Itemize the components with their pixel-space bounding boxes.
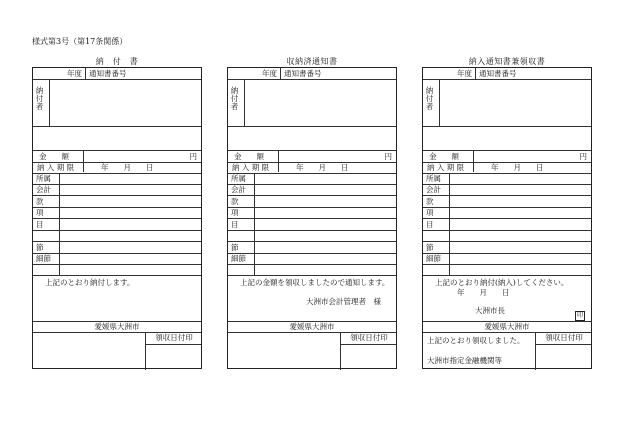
account-row-label: 所属 [231, 174, 246, 183]
payer-label: 納付者 [425, 86, 434, 111]
account-row-label: 細節 [36, 254, 51, 263]
nendo-label: 年度 [457, 69, 472, 78]
footer-header: 愛媛県大洲市 [484, 322, 530, 331]
account-row-label: 款 [231, 197, 239, 206]
form-number-label: 様式第3号（第17条関係） [32, 37, 128, 46]
account-row-label: 項 [231, 208, 239, 217]
slip-form-box [32, 67, 202, 369]
message-text: 上記の金額を領収しましたので通知します。 [240, 278, 390, 287]
stamp-label: 領収日付印 [350, 333, 388, 342]
account-row-label: 所属 [426, 174, 441, 183]
yen-label: 円 [189, 152, 197, 161]
account-row-label: 款 [426, 197, 434, 206]
account-row-label: 会計 [426, 185, 441, 194]
nendo-label: 年度 [67, 69, 82, 78]
yen-label: 円 [384, 152, 392, 161]
account-row-label: 所属 [36, 174, 51, 183]
tsuchi-bango-label: 通知書番号 [89, 69, 127, 78]
payment-slip-1 [32, 56, 202, 342]
issue-date: 年 月 日 [457, 288, 510, 297]
account-row-label: 目 [36, 220, 44, 229]
kigen-label: 納 入 期 限 [37, 163, 75, 172]
due-date: 年 月 日 [101, 163, 154, 172]
account-row-label: 細節 [231, 254, 246, 263]
account-row-label: 款 [36, 197, 44, 206]
signature-text: 大洲市長 [475, 306, 505, 315]
account-row-label: 節 [36, 243, 44, 252]
payer-label: 納付者 [35, 86, 44, 111]
slip-title: 収納済通知書 [286, 57, 338, 66]
bank-sign: 大洲市指定金融機関等 [427, 356, 502, 365]
account-row-label: 細節 [426, 254, 441, 263]
due-date: 年 月 日 [491, 163, 544, 172]
message-text: 上記のとおり納付します。 [45, 278, 135, 287]
account-row-label: 会計 [36, 185, 51, 194]
account-row-label: 節 [426, 243, 434, 252]
tsuchi-bango-label: 通知書番号 [479, 69, 517, 78]
account-row-label: 節 [231, 243, 239, 252]
slip-form-box [227, 67, 397, 369]
payer-label: 納付者 [230, 86, 239, 111]
seal-mark: 印 [576, 312, 583, 319]
receipt-text: 上記のとおり領収しました。 [427, 336, 525, 345]
message-text: 上記のとおり納付(納入)してください。 [435, 278, 569, 287]
account-row-label: 項 [36, 208, 44, 217]
slip-form-box [422, 67, 592, 369]
signature-text: 大洲市会計管理者 様 [306, 297, 381, 306]
kingaku-label: 金 額 [39, 152, 69, 161]
kigen-label: 納 入 期 限 [427, 163, 465, 172]
account-row-label: 目 [426, 220, 434, 229]
nendo-label: 年度 [262, 69, 277, 78]
slip-title: 納入通知書兼領収書 [468, 57, 546, 66]
account-row-label: 目 [231, 220, 239, 229]
yen-label: 円 [579, 152, 587, 161]
kigen-label: 納 入 期 限 [232, 163, 270, 172]
footer-header: 愛媛県大洲市 [94, 322, 140, 331]
payment-slip-3 [422, 56, 592, 365]
account-row-label: 会計 [231, 185, 246, 194]
stamp-label: 領収日付印 [545, 333, 583, 342]
payment-slip-2 [227, 56, 397, 342]
footer-header: 愛媛県大洲市 [289, 322, 335, 331]
slip-title: 納 付 書 [95, 57, 139, 66]
tsuchi-bango-label: 通知書番号 [284, 69, 322, 78]
kingaku-label: 金 額 [234, 152, 264, 161]
stamp-label: 領収日付印 [155, 333, 193, 342]
due-date: 年 月 日 [296, 163, 349, 172]
kingaku-label: 金 額 [429, 152, 459, 161]
account-row-label: 項 [426, 208, 434, 217]
